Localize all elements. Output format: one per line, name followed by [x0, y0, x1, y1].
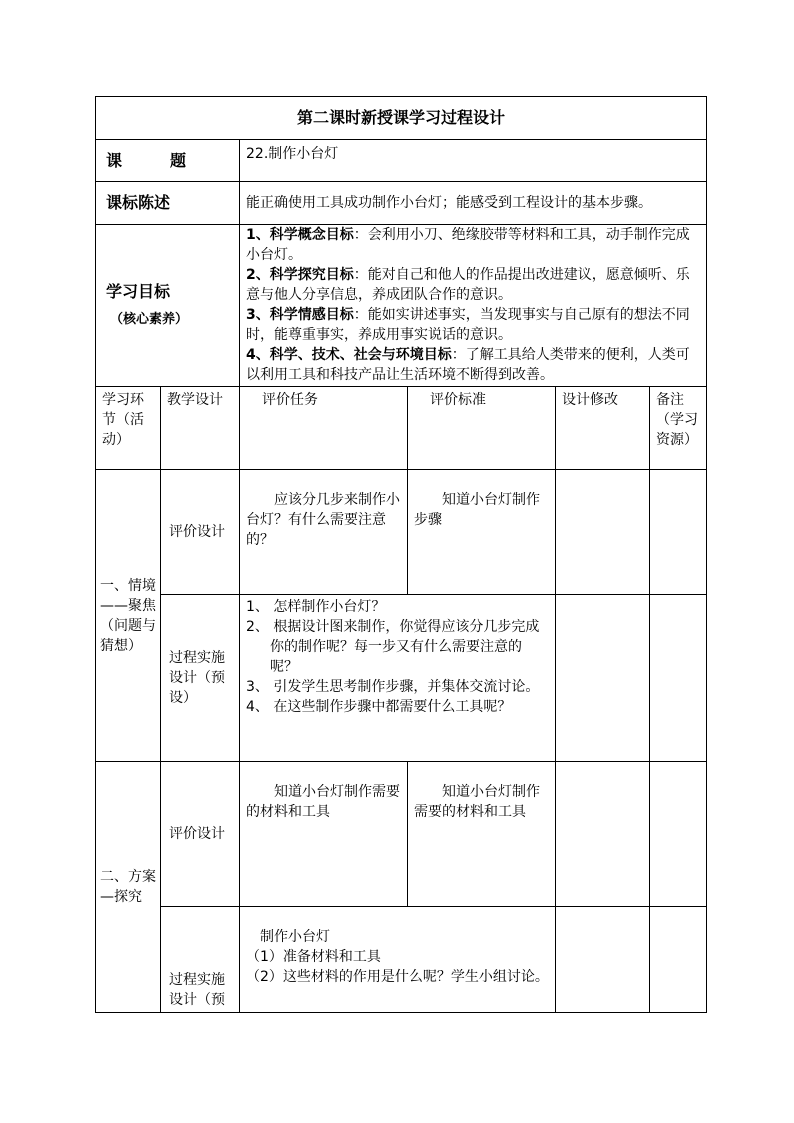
eval-design-label: 评价设计	[161, 762, 240, 907]
process-item: 1、 怎样制作小台灯？	[246, 599, 386, 615]
standard-value: 能正确使用工具成功制作小台灯；能感受到工程设计的基本步骤。	[240, 182, 707, 225]
objective-item: 4、科学、技术、社会与环境目标：了解工具给人类带来的便利，人类可以利用工具和科技产品让生活环境不断得到改善。	[246, 347, 690, 383]
eval-standard: 知道小台灯制作需要的材料和工具	[408, 762, 556, 907]
notes-cell	[650, 907, 707, 1013]
page-title: 第二课时新授课学习过程设计	[96, 97, 707, 140]
process-item: （2）这些材料的作用是什么呢？学生小组讨论。	[246, 969, 549, 985]
process-list	[240, 595, 556, 762]
objective-item: 1、科学概念目标：会利用小刀、绝缘胶带等材料和工具，动手制作完成小台灯。	[246, 227, 690, 263]
eval-standard: 知道小台灯制作步骤	[408, 470, 556, 595]
standard-label: 课标陈述	[96, 182, 240, 225]
process-item: 2、 根据设计图来制作，你觉得应该分几步完成你的制作呢？每一步又有什么需要注意的呢？	[246, 619, 540, 675]
eval-task: 应该分几步来制作小台灯？有什么需要注意的？	[240, 470, 408, 595]
process-item: 4、 在这些制作步骤中都需要什么工具呢？	[246, 699, 512, 715]
header-eval-task: 评价任务	[240, 387, 408, 470]
revision-cell	[556, 907, 650, 1013]
eval-design-label: 评价设计	[161, 470, 240, 595]
revision-cell	[556, 470, 650, 595]
objectives-label	[96, 225, 240, 387]
eval-task: 知道小台灯制作需要的材料和工具	[240, 762, 408, 907]
objectives-subtitle: （核心素养）	[110, 311, 189, 327]
notes-cell	[650, 470, 707, 595]
header-design: 教学设计	[161, 387, 240, 470]
objective-item: 3、科学情感目标：能如实讲述事实，当发现事实与自己原有的想法不同时，能尊重事实，养成用事实说话的意识。	[246, 307, 690, 343]
objectives-list	[240, 225, 707, 387]
process-item: 3、 引发学生思考制作步骤，并集体交流讨论。	[246, 679, 540, 695]
revision-cell	[556, 595, 650, 762]
stage-name: 二、方案—探究	[96, 762, 161, 1013]
revision-cell	[556, 762, 650, 907]
process-label: 过程实施设计（预	[161, 907, 240, 1013]
header-eval-standard: 评价标准	[408, 387, 556, 470]
topic-value: 22.制作小台灯	[240, 140, 707, 182]
objectives-title: 学习目标	[106, 281, 171, 301]
process-list	[240, 907, 556, 1013]
lesson-table	[95, 96, 707, 1013]
process-item: （1）准备材料和工具	[246, 949, 381, 965]
objective-item: 2、科学探究目标：能对自己和他人的作品提出改进建议，愿意倾听、乐意与他人分享信息，养成团队合作的意识。	[246, 267, 690, 303]
process-label: 过程实施设计（预设）	[161, 595, 240, 762]
process-item: 制作小台灯	[260, 929, 330, 945]
lesson-plan	[95, 96, 706, 1013]
header-notes: 备注（学习资源）	[650, 387, 707, 470]
notes-cell	[650, 595, 707, 762]
topic-label: 课题	[96, 140, 240, 182]
notes-cell	[650, 762, 707, 907]
stage-name: 一、情境——聚焦（问题与猜想）	[96, 470, 161, 762]
header-revision: 设计修改	[556, 387, 650, 470]
header-stage: 学习环节（活动）	[96, 387, 161, 470]
